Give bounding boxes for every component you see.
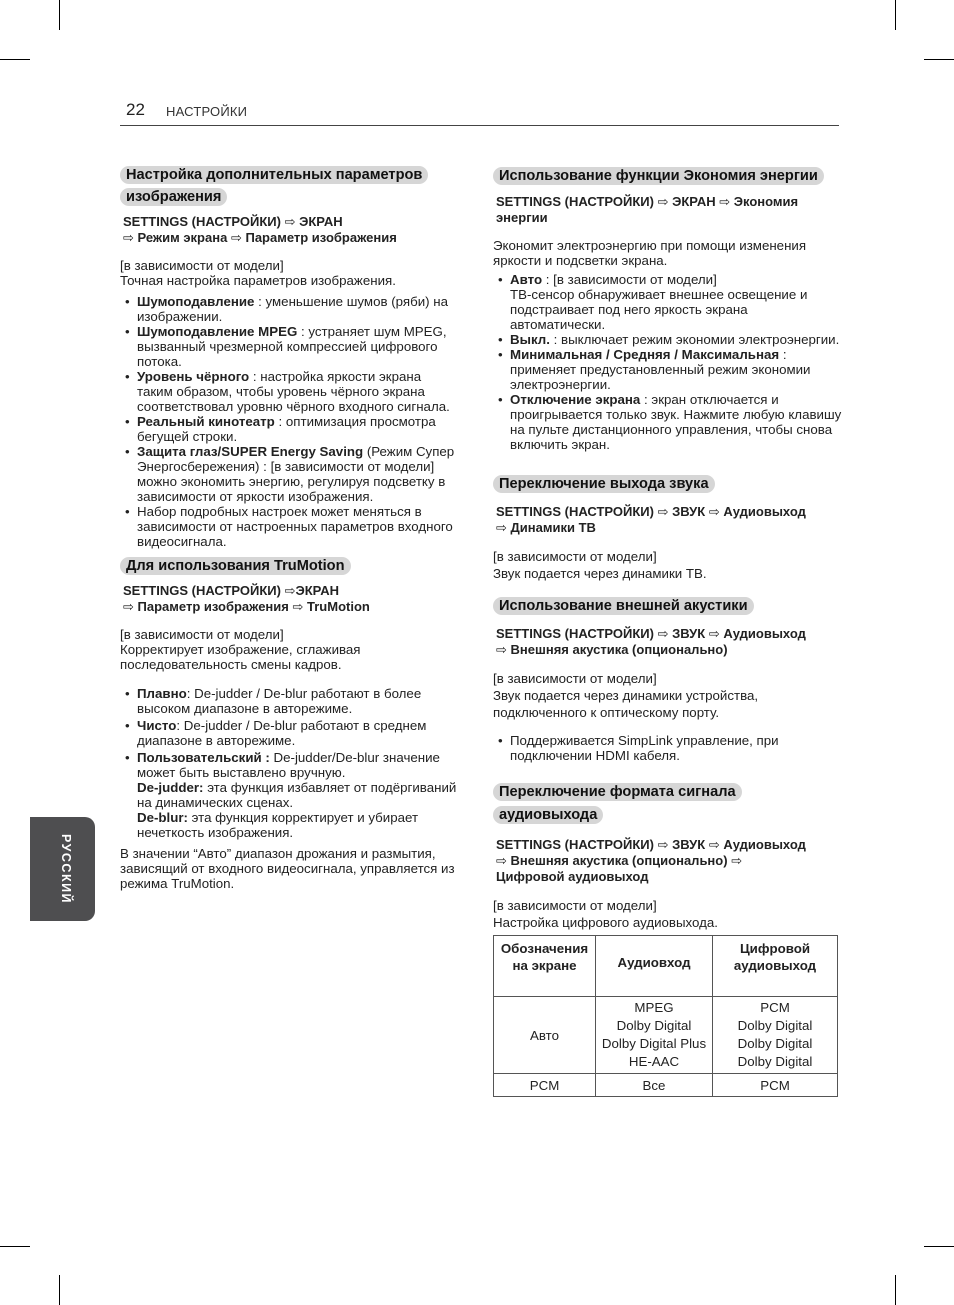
page-header [120, 98, 839, 126]
path-picture-options: Параметр изображения [137, 599, 289, 614]
language-tab-label: РУССКИЙ [59, 833, 73, 905]
path-settings: SETTINGS (НАСТРОЙКИ) [496, 626, 654, 641]
crop-mark [0, 59, 30, 60]
list-item: • Реальный кинотеатр : оптимизация просмотра бегущей строки. [137, 414, 460, 444]
path-settings: SETTINGS (НАСТРОЙКИ) [123, 583, 281, 598]
option-list [120, 294, 460, 549]
heading-sound-out: Переключение выхода звука [493, 475, 715, 493]
path-audio-out: Аудиовыход [723, 504, 806, 519]
model-note: [в зависимости от модели] [493, 671, 657, 686]
heading-energy-saving: Использование функции Экономия энергии [493, 167, 824, 185]
description: Звук подается через динамики устройства, подключенного к оптическому порту. [493, 688, 759, 720]
path-energy-saving: Экономия энергии [496, 194, 799, 225]
crop-mark [924, 59, 954, 60]
page-number: 22 [126, 100, 145, 119]
arrow-icon: ⇨ [657, 837, 669, 852]
section-heading [120, 164, 460, 208]
list-item: • Шумоподавление : уменьшение шумов (ряби) на изображении. [137, 294, 460, 324]
audio-format-table [493, 935, 838, 1097]
path-settings: SETTINGS (НАСТРОЙКИ) [496, 837, 654, 852]
arrow-icon: ⇨ [708, 626, 720, 641]
list-item: • Отключение экрана : экран отключается и проигрывается только звук. Нажмите любую клавишу на пульте дистанционного управления, чтобы снова включить экран. [510, 392, 843, 452]
arrow-icon: ⇨ [657, 194, 669, 209]
left-column [120, 164, 460, 891]
crop-mark [59, 1275, 60, 1305]
model-note: [в зависимости от модели] [493, 549, 657, 564]
path-settings: SETTINGS (НАСТРОЙКИ) [123, 214, 281, 229]
right-column [493, 164, 843, 1097]
language-tab [30, 817, 95, 921]
description: Точная настройка параметров изображения. [120, 273, 396, 288]
path-trumotion: TruMotion [307, 599, 370, 614]
section-heading [493, 164, 843, 188]
path-screen: ЭКРАН [299, 214, 343, 229]
path-audio-out: Аудиовыход [723, 626, 806, 641]
model-note: [в зависимости от модели] [120, 258, 284, 273]
path-screen: ЭКРАН [295, 583, 339, 598]
arrow-icon: ⇨ [284, 583, 296, 598]
table-cell: Авто [494, 997, 596, 1074]
table-header: Обозначения на экране [494, 936, 596, 997]
arrow-icon: ⇨ [708, 837, 720, 852]
path-audio-out: Аудиовыход [723, 837, 806, 852]
section-heading [493, 472, 843, 496]
menu-path [123, 214, 460, 246]
path-sound: ЗВУК [672, 837, 706, 852]
arrow-icon: ⇨ [719, 194, 731, 209]
path-screen: ЭКРАН [672, 194, 716, 209]
table-header: Цифровой аудиовыход [713, 936, 838, 997]
heading-external-speakers: Использование внешней акустики [493, 597, 754, 615]
path-picture-mode: Режим экрана [137, 230, 228, 245]
arrow-icon: ⇨ [123, 599, 134, 614]
table-cell: MPEG Dolby Digital Dolby Digital Plus HE-AAC [596, 997, 713, 1074]
path-digital-audio-out: Цифровой аудиовыход [496, 869, 649, 884]
table-cell: PCM [713, 1074, 838, 1097]
list-item: • Чисто: De-judder / De-blur работают в среднем диапазоне в авторежиме. [137, 718, 460, 748]
arrow-icon: ⇨ [123, 230, 134, 245]
list-item: • Минимальная / Средняя / Максимальная : применяет предустановленный режим экономии электроэнергии. [510, 347, 843, 392]
arrow-icon: ⇨ [496, 642, 507, 657]
table-row [494, 1074, 838, 1097]
heading-digital-audio-out: Переключение формата сигнала аудиовыхода [493, 783, 742, 824]
list-item: • Защита глаз/SUPER Energy Saving (Режим Супер Энергосбережения) : [в зависимости от модели] можно экономить энергию, регулируя подсветку в зависимости от яркости изображения. [137, 444, 460, 504]
heading-picture-settings: Настройка дополнительных параметров изображения [120, 166, 428, 206]
table-cell: PCM Dolby Digital Dolby Digital Dolby Digital [713, 997, 838, 1074]
menu-path [496, 626, 843, 658]
list-item: • Пользовательский : De-judder/De-blur значение может быть выставлено вручную. De-judder: эта функция избавляет от подёргиваний на динамических сценах. De-blur: эта функция корректирует и убирает нечеткость изображения. [137, 750, 460, 840]
option-list [120, 686, 460, 840]
description: Экономит электроэнергию при помощи изменения яркости и подсветки экрана. [493, 238, 807, 268]
path-external-speakers: Внешняя акустика (опционально) [510, 642, 728, 657]
model-note: [в зависимости от модели] [493, 898, 657, 913]
arrow-icon: ⇨ [284, 214, 296, 229]
section-heading [120, 555, 460, 577]
list-item: • Выкл. : выключает режим экономии электроэнергии. [510, 332, 843, 347]
section-heading [493, 594, 843, 618]
list-item: • Набор подробных настроек может меняться в зависимости от настроенных параметров входного видеосигнала. [137, 504, 460, 549]
list-item: • Шумоподавление MPEG : устраняет шум MPEG, вызванный чрезмерной компрессией цифрового потока. [137, 324, 460, 369]
arrow-icon: ⇨ [731, 853, 743, 868]
table-cell: PCM [494, 1074, 596, 1097]
option-list [493, 733, 843, 763]
arrow-icon: ⇨ [496, 853, 507, 868]
list-item: • Уровень чёрного : настройка яркости экрана таким образом, чтобы уровень чёрного экрана соответствовал уровню чёрного входного сигнала. [137, 369, 460, 414]
path-sound: ЗВУК [672, 504, 706, 519]
description: Корректирует изображение, сглаживая последовательность смены кадров. [120, 642, 361, 672]
table-header-row [494, 936, 838, 997]
path-settings: SETTINGS (НАСТРОЙКИ) [496, 504, 654, 519]
crop-mark [895, 1275, 896, 1305]
menu-path [496, 504, 843, 536]
arrow-icon: ⇨ [657, 626, 669, 641]
arrow-icon: ⇨ [496, 520, 507, 535]
list-item: • Плавно: De-judder / De-blur работают в более высоком диапазоне в авторежиме. [137, 686, 460, 716]
model-note: [в зависимости от модели] [120, 627, 284, 642]
path-sound: ЗВУК [672, 626, 706, 641]
crop-mark [895, 0, 896, 30]
path-tv-speakers: Динамики ТВ [510, 520, 596, 535]
crop-mark [0, 1246, 30, 1247]
arrow-icon: ⇨ [230, 230, 242, 245]
arrow-icon: ⇨ [292, 599, 304, 614]
option-list [493, 272, 843, 452]
description: Звук подается через динамики ТВ. [493, 566, 707, 581]
menu-path [496, 194, 843, 226]
arrow-icon: ⇨ [708, 504, 720, 519]
heading-trumotion: Для использования TruMotion [120, 557, 351, 575]
path-picture-options: Параметр изображения [245, 230, 397, 245]
path-settings: SETTINGS (НАСТРОЙКИ) [496, 194, 654, 209]
list-item: • Авто : [в зависимости от модели] ТВ-сенсор обнаруживает внешнее освещение и подстраивает под него яркость экрана автоматически. [510, 272, 843, 332]
description: Настройка цифрового аудиовыхода. [493, 915, 718, 930]
menu-path [496, 837, 843, 885]
section-heading [493, 781, 843, 827]
path-external-speakers: Внешняя акустика (опционально) [510, 853, 728, 868]
table-row [494, 997, 838, 1074]
table-cell: Все [596, 1074, 713, 1097]
arrow-icon: ⇨ [657, 504, 669, 519]
list-item: • Поддерживается SimpLink управление, при подключении HDMI кабеля. [510, 733, 843, 763]
section-title: НАСТРОЙКИ [166, 104, 248, 119]
crop-mark [924, 1246, 954, 1247]
menu-path [123, 583, 460, 615]
crop-mark [59, 0, 60, 30]
trumotion-note: В значении “Авто” диапазон дрожания и размытия, зависящий от входного видеосигнала, управляется из режима TruMotion. [120, 846, 455, 891]
table-header: Аудиовход [596, 936, 713, 997]
